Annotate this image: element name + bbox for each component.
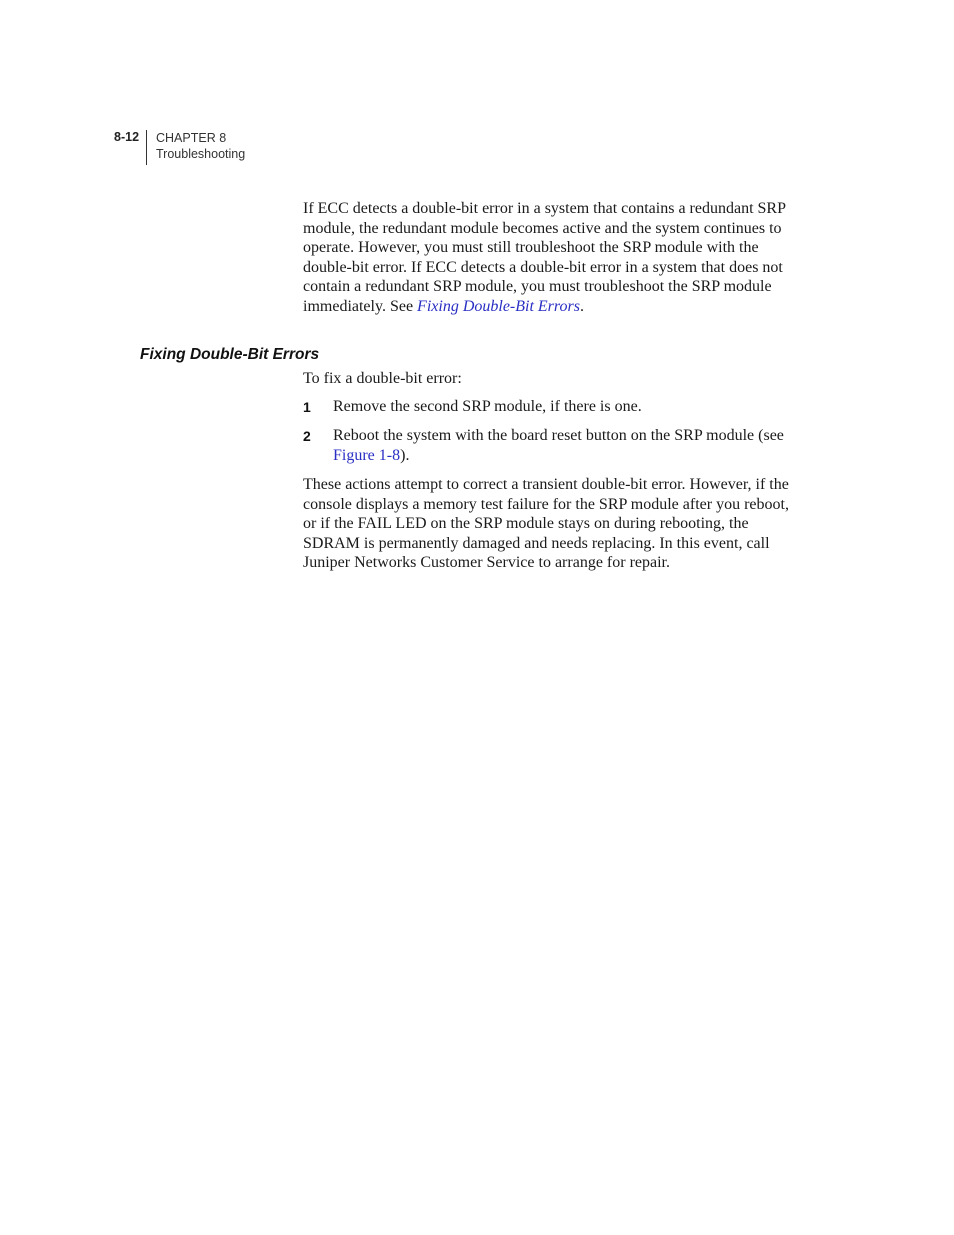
step-number: 2	[303, 428, 311, 444]
step-number: 1	[303, 399, 311, 415]
figure-link[interactable]: Figure 1-8	[333, 446, 401, 464]
chapter-info	[156, 130, 245, 162]
chapter-label: CHAPTER 8	[156, 131, 227, 145]
step-text: Remove the second SRP module, if there is one.	[333, 398, 642, 415]
fixing-errors-link[interactable]: Fixing Double-Bit Errors	[417, 297, 580, 315]
procedure-lead	[303, 369, 793, 389]
intro-text: If ECC detects a double-bit error in a system that contains a redundant SRP module, the redundant module becomes active and the system continues to operate. However, you must still troubleshoot the SRP module with the double-bit error. If ECC detects a double-bit error in a system that does not contain a redundant SRP module, you must troubleshoot the SRP module immediately. See	[303, 200, 786, 315]
chapter-title: Troubleshooting	[156, 147, 246, 161]
step-text: Reboot the system with the board reset button on the SRP module (see	[333, 427, 784, 444]
intro-trailing: .	[580, 297, 584, 315]
closing-paragraph	[303, 475, 793, 573]
header-divider	[146, 130, 147, 165]
step-trailing: ).	[400, 446, 410, 464]
intro-paragraph	[303, 199, 793, 317]
closing-text: These actions attempt to correct a transient double-bit error. However, if the console displays a memory test failure for the SRP module after you reboot, or if the FAIL LED on the SRP module stays on during rebooting, the SDRAM is permanently damaged and needs replacing. In this event, call Juniper Networks Customer Service to arrange for repair.	[303, 476, 789, 572]
section-heading: Fixing Double-Bit Errors	[140, 346, 320, 363]
procedure-lead-text: To fix a double-bit error:	[303, 370, 462, 387]
page-number: 8-12	[114, 130, 140, 144]
step-text-container	[333, 426, 793, 465]
